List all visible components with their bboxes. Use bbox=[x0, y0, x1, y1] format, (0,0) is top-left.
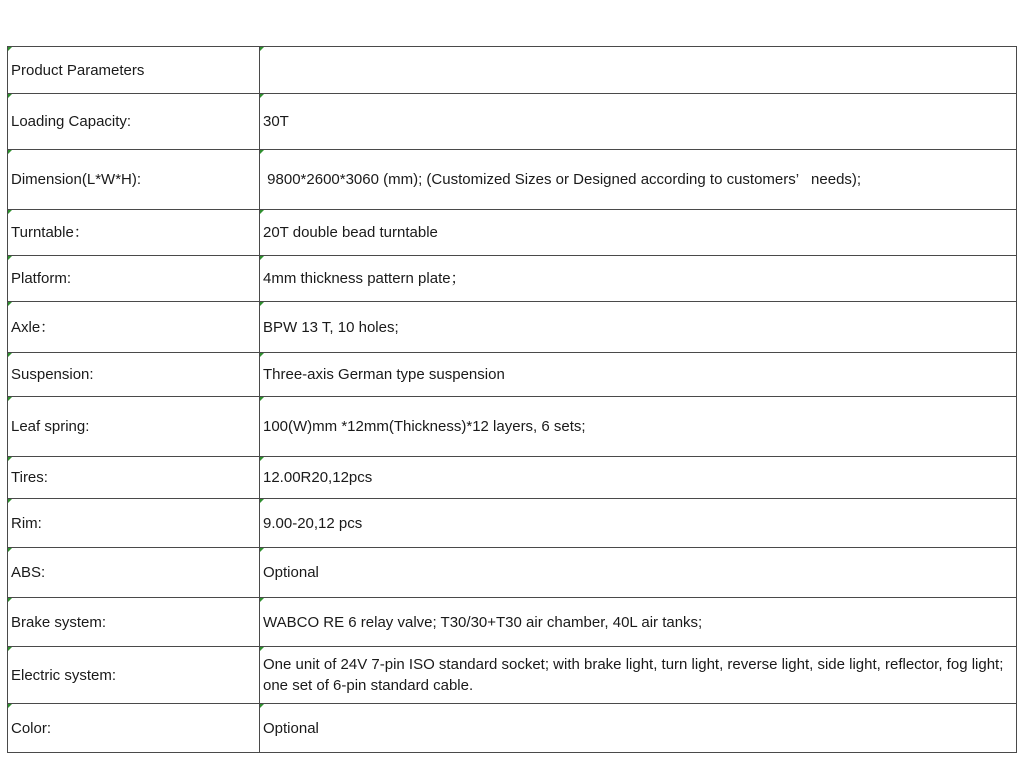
row-label: Suspension: bbox=[8, 353, 260, 397]
row-value: 12.00R20,12pcs bbox=[260, 457, 1017, 499]
row-value: WABCO RE 6 relay valve; T30/30+T30 air chamber, 40L air tanks; bbox=[260, 598, 1017, 647]
table-row bbox=[8, 397, 1017, 457]
row-value: 100(W)mm *12mm(Thickness)*12 layers, 6 sets; bbox=[260, 397, 1017, 457]
row-value: Optional bbox=[260, 704, 1017, 753]
table-row bbox=[8, 704, 1017, 753]
table-row bbox=[8, 499, 1017, 548]
row-label: ABS: bbox=[8, 548, 260, 598]
table-row bbox=[8, 256, 1017, 302]
row-value: One unit of 24V 7-pin ISO standard socket; with brake light, turn light, reverse light, side light, reflector, fog light; one set of 6-pin standard cable. bbox=[260, 647, 1017, 704]
row-value: 4mm thickness pattern plate； bbox=[260, 256, 1017, 302]
row-value bbox=[260, 47, 1017, 94]
row-label: Tires: bbox=[8, 457, 260, 499]
row-label: Product Parameters bbox=[8, 47, 260, 94]
row-label: Loading Capacity: bbox=[8, 94, 260, 150]
row-label: Electric system: bbox=[8, 647, 260, 704]
table-row bbox=[8, 353, 1017, 397]
row-label: Rim: bbox=[8, 499, 260, 548]
row-value: 9800*2600*3060 (mm); (Customized Sizes or Designed according to customers’ needs); bbox=[260, 150, 1017, 210]
table-row bbox=[8, 647, 1017, 704]
table-row bbox=[8, 210, 1017, 256]
table-row bbox=[8, 302, 1017, 353]
table-row bbox=[8, 150, 1017, 210]
product-parameters-table bbox=[7, 46, 1017, 753]
row-label: Dimension(L*W*H): bbox=[8, 150, 260, 210]
table-row bbox=[8, 47, 1017, 94]
table-row bbox=[8, 94, 1017, 150]
table-row bbox=[8, 598, 1017, 647]
row-value: Three-axis German type suspension bbox=[260, 353, 1017, 397]
row-label: Brake system: bbox=[8, 598, 260, 647]
row-value: BPW 13 T, 10 holes; bbox=[260, 302, 1017, 353]
row-label: Leaf spring: bbox=[8, 397, 260, 457]
row-label: Color: bbox=[8, 704, 260, 753]
row-value: 30T bbox=[260, 94, 1017, 150]
table-row bbox=[8, 548, 1017, 598]
row-value: 20T double bead turntable bbox=[260, 210, 1017, 256]
row-label: Axle： bbox=[8, 302, 260, 353]
table-row bbox=[8, 457, 1017, 499]
row-label: Turntable： bbox=[8, 210, 260, 256]
row-value: 9.00-20,12 pcs bbox=[260, 499, 1017, 548]
row-value: Optional bbox=[260, 548, 1017, 598]
row-label: Platform: bbox=[8, 256, 260, 302]
